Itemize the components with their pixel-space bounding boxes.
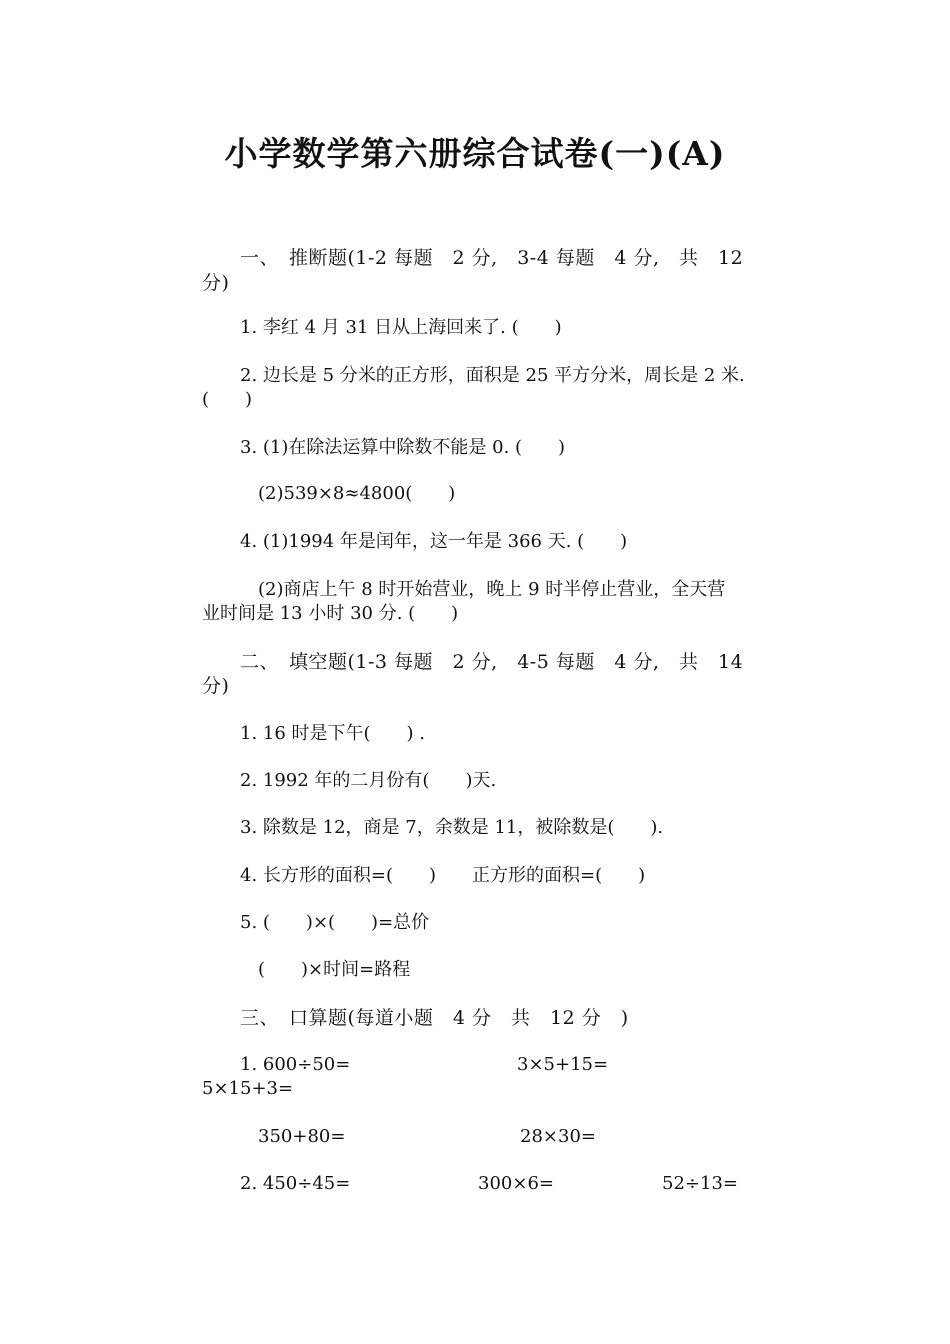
s2-question-5-1: 5. ( )×( )=总价	[240, 912, 430, 933]
s2-question-5-2: ( )×时间=路程	[258, 959, 411, 980]
s3-row1-item-c: 5×15+3=	[202, 1078, 294, 1099]
s1-question-4-1: 4. (1)1994 年是闰年，这一年是 366 天. ( )	[240, 531, 628, 552]
s1-question-4-2-cont: 业时间是 13 小时 30 分. ( )	[202, 603, 459, 624]
s3-row2-item-b: 28×30=	[520, 1126, 596, 1147]
s1-question-3-1: 3. (1)在除法运算中除数不能是 0. ( )	[240, 437, 566, 458]
s3-row3-item-c: 52÷13=	[662, 1173, 738, 1194]
s1-question-1: 1. 李红 4 月 31 日从上海回来了. ( )	[240, 317, 562, 338]
s3-row3-item-b: 300×6=	[478, 1173, 554, 1194]
s2-question-1: 1. 16 时是下午( ) .	[240, 723, 426, 744]
s1-question-2: 2. 边长是 5 分米的正方形，面积是 25 平方分米，周长是 2 米.	[240, 365, 745, 386]
s1-question-2-cont: ( )	[202, 389, 253, 410]
s3-row2-item-a: 350+80=	[258, 1126, 346, 1147]
s2-question-3: 3. 除数是 12，商是 7，余数是 11，被除数是( ).	[240, 817, 664, 838]
section1-heading-cont: 分)	[202, 272, 230, 294]
s3-row1-item-a: 1. 600÷50=	[240, 1054, 351, 1075]
section1-heading: 一、 推断题(1-2 每题 2 分, 3-4 每题 4 分, 共 12	[240, 247, 744, 269]
s2-question-4: 4. 长方形的面积=( ) 正方形的面积=( )	[240, 865, 646, 886]
section2-heading: 二、 填空题(1-3 每题 2 分, 4-5 每题 4 分, 共 14	[240, 651, 744, 673]
s1-question-3-2: (2)539×8≈4800( )	[258, 483, 456, 504]
s2-question-2: 2. 1992 年的二月份有( )天.	[240, 770, 497, 791]
s1-question-4-2: (2)商店上午 8 时开始营业，晚上 9 时半停止营业，全天营	[258, 579, 726, 600]
section3-heading: 三、 口算题(每道小题 4 分 共 12 分 )	[240, 1007, 629, 1029]
s3-row1-item-b: 3×5+15=	[517, 1054, 609, 1075]
s3-row3-item-a: 2. 450÷45=	[240, 1173, 351, 1194]
page-title: 小学数学第六册综合试卷(一)(A)	[224, 134, 726, 173]
section2-heading-cont: 分)	[202, 675, 230, 697]
